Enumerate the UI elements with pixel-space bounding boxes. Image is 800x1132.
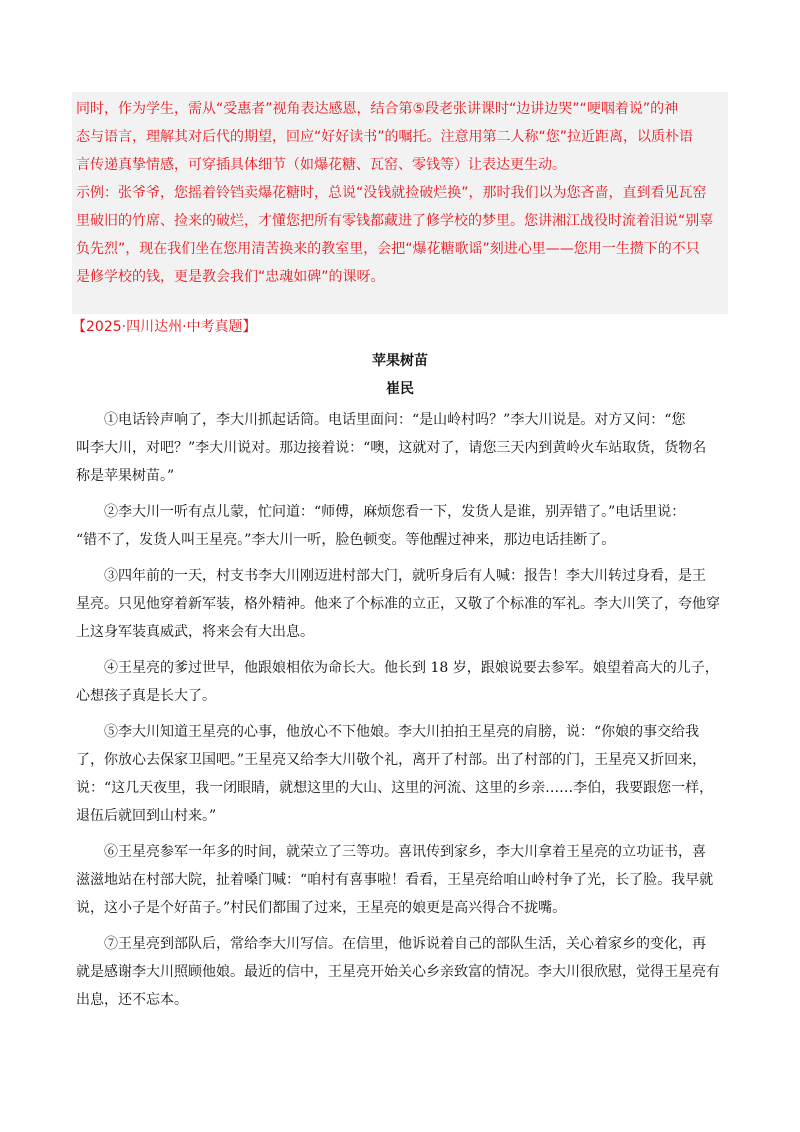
article-author: 崔民 — [386, 381, 414, 397]
paragraph-line: 说：“这几天夜里，我一闭眼睛，就想这里的大山、这里的河流、这里的乡亲……李伯，我要跟您一样， — [76, 780, 714, 796]
paragraph-line: 星亮。只见他穿着新军装，格外精神。他来了个标准的立正，又敬了个标准的军礼。李大川笑了，夸他穿 — [76, 596, 720, 612]
paragraph-line: 了，你放心去保家卫国吧。”王星亮又给李大川敬个礼，离开了村部。出了村部的门，王星亮又折回来， — [76, 752, 707, 768]
paragraph-line: ③四年前的一天，村支书李大川刚迈进村部大门，就听身后有人喊：报告！李大川转过身看，是王 — [104, 568, 706, 584]
answer-line: 负先烈”，现在我们坐在您用清苦换来的教室里，会把“爆花糖歌谣”刻进心里——您用一生攒下的不只 — [76, 241, 700, 257]
answer-line: 态与语言，理解其对后代的期望，回应“好好读书”的嘱托。注意用第二人称“您”拉近距离，以质朴语 — [76, 129, 694, 145]
answer-line: 示例：张爷爷，您摇着铃铛卖爆花糖时，总说“没钱就捡破烂换”，那时我们以为您吝啬，直到看见瓦窑 — [76, 185, 707, 201]
paragraph-line: 上这身军装真威武，将来会有大出息。 — [76, 624, 314, 640]
answer-line: 是修学校的钱，更是教会我们“忠魂如碑”的课呀。 — [76, 269, 385, 285]
paragraph-line: 就是感谢李大川照顾他娘。最近的信中，王星亮开始关心乡亲致富的情况。李大川很欣慰，觉得王星亮有 — [76, 964, 720, 980]
paragraph-line: 心想孩子真是长大了。 — [76, 688, 216, 704]
paragraph-line: ②李大川一听有点儿蒙，忙问道：“师傅，麻烦您看一下，发货人是谁，别弄错了。”电话里说： — [104, 504, 686, 520]
paragraph-line: 滋滋地站在村部大院，扯着嗓门喊：“咱村有喜事啦！看看，王星亮给咱山岭村争了光，长了脸。我早就 — [76, 872, 714, 888]
paragraph-line: ⑦王星亮到部队后，常给李大川写信。在信里，他诉说着自己的部队生活，关心着家乡的变化，再 — [104, 936, 706, 952]
paragraph-line: ⑤李大川知道王星亮的心事，他放心不下他娘。李大川拍拍王星亮的肩膀，说：“你娘的事交给我 — [104, 724, 700, 740]
paragraph-line: ①电话铃声响了，李大川抓起话筒。电话里面问：“是山岭村吗？”李大川说是。对方又问：“您 — [104, 412, 686, 428]
paragraph-line: 退伍后就回到山村来。” — [76, 808, 217, 824]
paragraph-line: ④王星亮的爹过世早，他跟娘相依为命长大。他长到 18 岁，跟娘说要去参军。娘望着高大的儿子， — [104, 660, 719, 676]
answer-line: 同时，作为学生，需从“受惠者”视角表达感恩，结合第⑤段老张讲课时“边讲边哭”“哽咽着说”的神 — [76, 101, 679, 117]
paragraph-line: 出息，还不忘本。 — [76, 992, 188, 1008]
paragraph-line: 说，这小子是个好苗子。”村民们都围了过来，王星亮的娘更是高兴得合不拢嘴。 — [76, 900, 567, 916]
article-title: 苹果树苗 — [372, 353, 428, 369]
paragraph-line: “错不了，发货人叫王星亮。”李大川一听，脸色顿变。等他醒过神来，那边电话挂断了。 — [76, 532, 616, 548]
paragraph-line: 称是苹果树苗。” — [76, 468, 175, 484]
answer-line: 里破旧的竹席、捡来的破烂，才懂您把所有零钱都藏进了修学校的梦里。您讲湘江战役时流着泪说“别辜 — [76, 213, 714, 229]
paragraph-line: 叫李大川，对吧？”李大川说对。那边接着说：“噢，这就对了，请您三天内到黄岭火车站取货，货物名 — [76, 440, 707, 456]
exam-source-tag: 【2025·四川达州·中考真题】 — [72, 319, 257, 335]
answer-line: 言传递真挚情感，可穿插具体细节（如爆花糖、瓦窑、零钱等）让表达更生动。 — [76, 157, 566, 173]
paragraph-line: ⑥王星亮参军一年多的时间，就荣立了三等功。喜讯传到家乡，李大川拿着王星亮的立功证书，喜 — [104, 844, 706, 860]
